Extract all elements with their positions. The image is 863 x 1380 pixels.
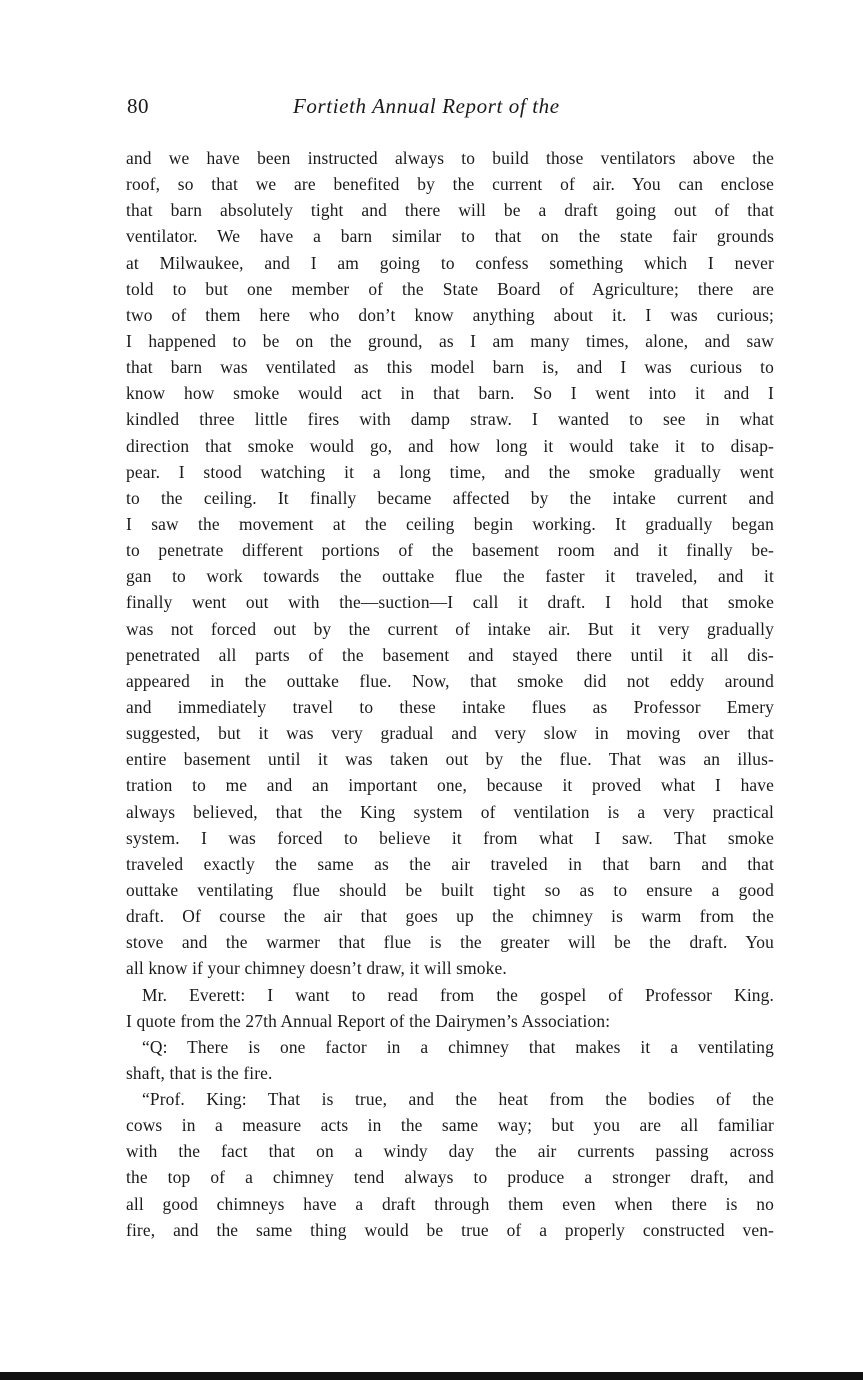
- text-line: “Prof. King: That is true, and the heat from the bodies of the: [142, 1089, 774, 1110]
- text-line: suggested, but it was very gradual and very slow in moving over that: [126, 723, 774, 744]
- text-line: I happened to be on the ground, as I am many times, alone, and saw: [126, 330, 774, 351]
- text-line: always believed, that the King system of ventilation is a very practical: [126, 801, 774, 822]
- text-line: direction that smoke would go, and how long it would take it to disap-: [126, 435, 774, 456]
- text-line: system. I was forced to believe it from what I saw. That smoke: [126, 827, 774, 848]
- text-line: traveled exactly the same as the air traveled in that barn and that: [126, 853, 774, 874]
- text-line: appeared in the outtake flue. Now, that smoke did not eddy around: [126, 670, 774, 691]
- text-line: two of them here who don’t know anything about it. I was curious;: [126, 304, 774, 325]
- text-line: was not forced out by the current of intake air. But it very gradually: [126, 618, 774, 639]
- text-line: with the fact that on a windy day the air currents passing across: [126, 1141, 774, 1162]
- text-line: I saw the movement at the ceiling begin working. It gradually began: [126, 513, 774, 534]
- text-line: roof, so that we are benefited by the current of air. You can enclose: [126, 174, 774, 195]
- text-line: tration to me and an important one, because it proved what I have: [126, 775, 774, 796]
- text-line: stove and the warmer that flue is the greater will be the draft. You: [126, 932, 774, 953]
- text-line: and immediately travel to these intake flues as Professor Emery: [126, 696, 774, 717]
- text-line: told to but one member of the State Board of Agriculture; there are: [126, 278, 774, 299]
- text-line: kindled three little fires with damp straw. I wanted to see in what: [126, 409, 774, 430]
- page-number: 80: [127, 94, 149, 118]
- page-bottom-border: [0, 1372, 863, 1380]
- running-title: Fortieth Annual Report of the: [293, 94, 560, 118]
- text-line: that barn absolutely tight and there will be a draft going out of that: [126, 200, 774, 221]
- text-line: penetrated all parts of the basement and stayed there until it all dis-: [126, 644, 774, 665]
- text-line: gan to work towards the outtake flue the faster it traveled, and it: [126, 566, 774, 587]
- text-line: I quote from the 27th Annual Report of the Dairymen’s Association:: [126, 1010, 611, 1031]
- text-line: at Milwaukee, and I am going to confess something which I never: [126, 252, 774, 273]
- text-line: cows in a measure acts in the same way; but you are all familiar: [126, 1115, 774, 1136]
- text-line: and we have been instructed always to build those ventilators above the: [126, 148, 774, 168]
- text-line: finally went out with the—suction—I call it draft. I hold that smoke: [126, 592, 774, 613]
- text-line: the top of a chimney tend always to produce a stronger draft, and: [126, 1167, 774, 1188]
- text-line: know how smoke would act in that barn. So I went into it and I: [126, 383, 774, 404]
- text-line: to penetrate different portions of the basement room and it finally be-: [126, 540, 774, 561]
- text-line: draft. Of course the air that goes up the chimney is warm from the: [126, 906, 774, 927]
- text-line: ventilator. We have a barn similar to that on the state fair grounds: [126, 226, 774, 247]
- text-line: all good chimneys have a draft through them even when there is no: [126, 1193, 774, 1214]
- text-line: Mr. Everett: I want to read from the gospel of Professor King.: [142, 984, 774, 1005]
- text-line: that barn was ventilated as this model barn is, and I was curious to: [126, 357, 774, 378]
- page-header: [0, 94, 863, 130]
- text-line: outtake ventilating flue should be built tight so as to ensure a good: [126, 879, 774, 900]
- text-line: to the ceiling. It finally became affected by the intake current and: [126, 487, 774, 508]
- text-line: all know if your chimney doesn’t draw, it will smoke.: [126, 958, 507, 979]
- text-line: shaft, that is the fire.: [126, 1062, 273, 1083]
- text-line: fire, and the same thing would be true of a properly constructed ven-: [126, 1219, 774, 1240]
- body-text: [126, 145, 774, 1243]
- text-line: “Q: There is one factor in a chimney that makes it a ventilating: [142, 1036, 774, 1057]
- text-line: pear. I stood watching it a long time, and the smoke gradually went: [126, 461, 774, 482]
- text-line: entire basement until it was taken out by the flue. That was an illus-: [126, 749, 774, 770]
